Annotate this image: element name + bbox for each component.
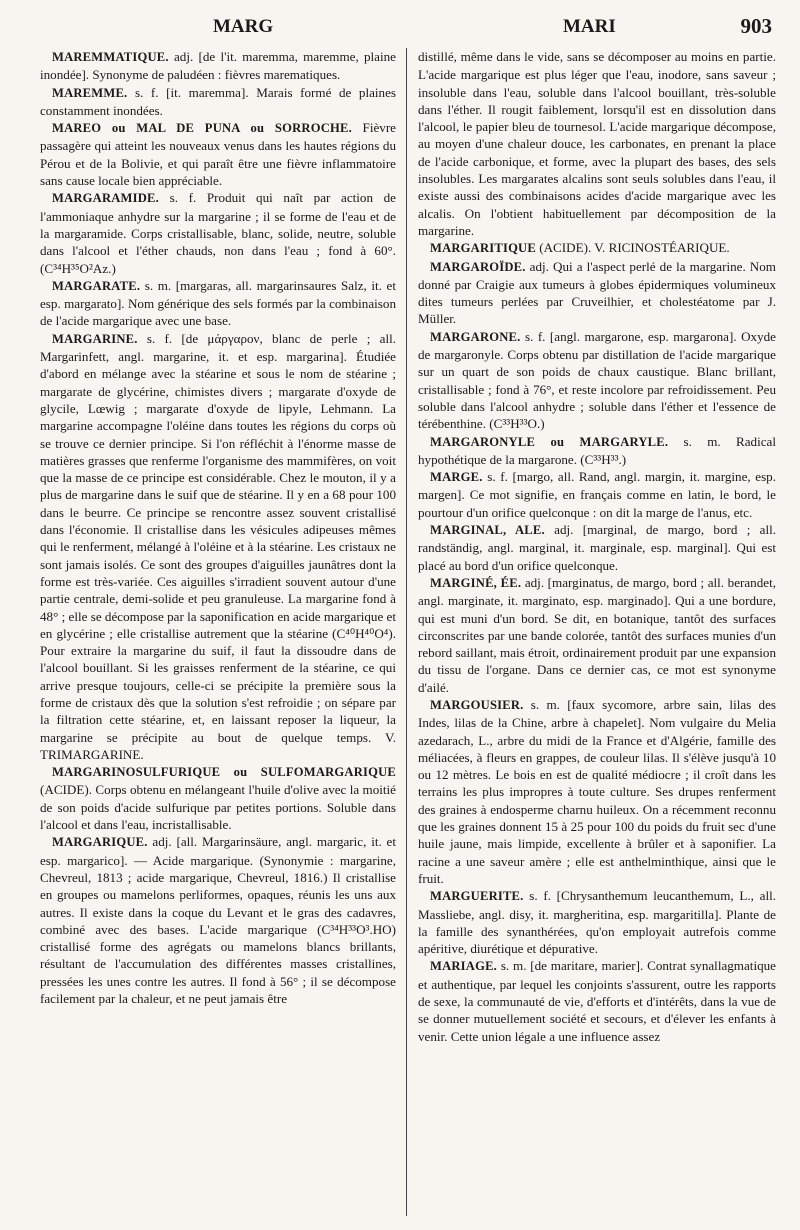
- running-head-left: MARG: [213, 16, 274, 37]
- entry-margine: [418, 574, 776, 696]
- left-column: [40, 48, 396, 1007]
- column-divider: [406, 48, 407, 1216]
- entry-body: s. f. Produit qui naît par action de l'ammoniaque anhydre sur la margarine ; il se forme de l'eau et de la margaramide. Corps cristallisable, blanc, solide, neutre, soluble dans l'alcool et l'éther chauds, non dans l'eau ; fond à 60°.(C³⁴H³⁵O²Az.): [40, 190, 396, 276]
- entry-body: s. f. [de μάργαρον, blanc de perle ; all. Margarinfett, angl. margarine, it. et esp. margarina]. Étudiée d'abord en mélange avec la stéarine et sous le nom de stéarine ; margarate de glycérine, chimistes divers ; margarate d'oxyde de glycile, Lœwig ; margarate d'oxyde de lipyle, Lehmann. La margarine accompagne l'oléine dans toutes les régions du corps où se trouve ce dernier principe. Si l'on réfléchit à l'énorme masse de matières grasses que renferme l'organisme des mammifères, on voit que la masse de ce principe est considérable. Chez le mouton, il y a plus de margarine dans le suif que de stéarine. Il y en a 68 pour 100 dans le beurre. Ce principe se rencontre assez souvent cristallisé dans l'économie. Il cristallise dans les vésicules adipeuses mêmes qui le renferment, mélangé à l'oléine et à la stéarine. Les cristaux ne sont jamais isolés. Ce sont des groupes d'aiguilles jaunâtres dont la forme est très-variée. Ces aiguilles s'irradient souvent autour d'une partie centrale, demi-solide et peu granuleuse. La margarine fond à 48° ; elle se décompose par la saponification en acide margarique et en glycérine ; elle cristallise autrement que la stéarine (C⁴⁰H⁴⁰O⁴). Pour extraire la margarine du suif, il faut la dissoudre dans de l'alcool bouillant. Si les graisses renferment de la stéarine, ce qui arrive presque toujours, celle-ci se précipite la première sous la forme de cristaux dès que la solution s'est refroidie ; on sépare par la filtration cette stéarine, et, en laissant reposer la liqueur, la margarine se précipite au bout de quelque temps. V. TRIMARGARINE.: [40, 330, 396, 762]
- entry-headword: MAREMMATIQUE.: [52, 50, 169, 64]
- entry-headword: MARGARONYLE ou MARGARYLE.: [430, 434, 669, 449]
- entry-body: s. m. Radical hypothétique de la margarone. (C³³H³³.): [418, 433, 777, 467]
- entry-body: s. m. [de maritare, marier]. Contrat synallagmatique et authentique, par lequel les conjoints s'assurent, outre les rapports de sexe, la communauté de vie, d'efforts et d'intérêts, dans la vue de se donner mutuellement société et secours, et d'élever les enfants à venir. Cette union légale a une influence assez: [418, 958, 776, 1044]
- running-head: [38, 12, 772, 42]
- entry-headword: MARGARINOSULFURIQUE ou SULFOMARGARIQUE: [52, 765, 396, 780]
- running-head-center: MARI: [563, 16, 616, 37]
- entry-body: adj. Qui a l'aspect perlé de la margarine. Nom donné par Craigie aux tumeurs à globes épidermiques volumineux dites tumeurs perlées par Cruveilhier, et cholestéatome par J. Müller.: [418, 258, 776, 327]
- entry-body: s. f. [it. maremma]. Marais formé de plaines constamment inondées.: [40, 84, 396, 118]
- entry-margaronyle: [418, 433, 776, 469]
- entry-headword: MARGOUSIER.: [430, 697, 524, 712]
- entry-margarique: [40, 833, 396, 1007]
- entry-headword: MARGARONE.: [430, 329, 521, 344]
- entry-body: (ACIDE). V. RICINOSTÉARIQUE.: [535, 240, 730, 256]
- entry-mareo: [40, 119, 396, 189]
- entry-headword: MARGARAMIDE.: [52, 191, 159, 206]
- right-column: [418, 48, 776, 1045]
- entry-margarate: [40, 277, 396, 330]
- entry-body: adj. [marginatus, de margo, bord ; all. berandet, angl. marginate, it. marginato, esp. marginado]. Qui a une bordure, qui est muni d'un bord. Se dit, en botanique, tantôt des surfaces circonscrites par une bande colorée, tantôt des surfaces munies d'un rebord saillant, mais étroit, ordinairement produit par une expansion du tissu de l'organe. Dans ce dernier cas, ce mot est synonyme d'ailé.: [418, 574, 776, 695]
- entry-headword: MARIAGE.: [430, 959, 498, 974]
- entry-body: s. f. [margo, all. Rand, angl. margin, it. margine, esp. margen]. Ce mot signifie, en français comme en latin, le bord, le pourtour d'un orifice quelconque : on dit la marge de l'anus, etc.: [418, 469, 776, 520]
- entry-headword: MAREO ou MAL DE PUNA ou SORROCHE.: [52, 121, 352, 136]
- entry-body: (ACIDE). Corps obtenu en mélangeant l'huile d'olive avec la moitié de son poids d'acide sulfurique par petites portions. Soluble dans l'alcool et dans l'eau, incristallisable.: [40, 782, 396, 833]
- entry-margarinosulfurique: [40, 763, 396, 833]
- entry-body: adj. [all. Margarinsäure, angl. margaric, it. et esp. margarico]. — Acide margarique. (Synonymie : margarine, Chevreul, 1813 ; acide margarique, Chevreul, 1816.) Il cristallise en groupes ou mamelons perliformes, opaques, réunis les uns aux autres. Il existe dans la coque du Levant et le gras des cadavres, combiné avec des bases. L'acide margarique (C³⁴H³³O³.HO) cristallisé forme des agrégats ou mamelons blancs brillants, résultant de l'accumulation des différentes masses cristallines, pressées les unes contre les autres. Il fond à 56° ; il se décompose facilement par la chaleur, et ne peut jamais être: [40, 834, 396, 1007]
- entry-margaramide: [40, 189, 396, 276]
- entry-headword: MARGINAL, ALE.: [430, 523, 545, 538]
- entry-margarique-continued: [418, 48, 776, 239]
- entry-headword: MARGUERITE.: [430, 889, 524, 904]
- entry-headword: MARGAROÏDE.: [430, 259, 526, 274]
- entry-margaritique: [418, 239, 776, 257]
- entry-body: adj. [de l'it. maremma, maremme, plaine inondée]. Synonyme de paludéen : fièvres marematiques.: [40, 49, 396, 83]
- entry-headword: MARGARATE.: [52, 278, 141, 293]
- entry-margousier: [418, 696, 776, 887]
- entry-headword: MAREMME.: [52, 85, 128, 100]
- entry-margarine: [40, 330, 396, 763]
- entry-headword: MARGE.: [430, 470, 483, 485]
- entry-body: s. m. [faux sycomore, arbre sain, lilas des Indes, lilas de la Chine, arbre à chapelet]. Nom vulgaire du Melia azedarach, L., arbre du midi de la France et d'Algérie, famille des méliacées, à fleurs en grappes, de couleur lilas. Il s'élève jusqu'à 10 ou 12 mètres. Le bois en est de qualité médiocre ; il croît dans les terrains les plus impropres à toute culture. Ses drupes renferment des graines à endosperme charnu huileux. On a récemment reconnu que les graines donnent 15 à 25 pour 100 du poids du fruit sec d'une huile jaune, mais limpide, excellente à brûler et à saponifier. La racine a une saveur amère ; elle est anthelminthique, ainsi que le fruit.: [418, 696, 776, 886]
- entry-body: s. m. [margaras, all. margarinsaures Salz, it. et esp. margarato]. Nom générique des sels formés par la combinaison de l'acide margarique avec une base.: [40, 277, 396, 329]
- entry-headword: MARGARITIQUE: [430, 241, 536, 256]
- entry-body: s. f. [Chrysanthemum leucanthemum, L., all. Massliebe, angl. disy, it. margheritina, esp. margaritilla]. Plante de la famille des synanthérées, qu'on employait autrefois comme apéritive, diurétique et dépurative.: [418, 888, 776, 957]
- entry-body: Fièvre passagère qui atteint les nouveaux venus dans les hautes régions du Pérou et de la Bolivie, et qui paraît être une fièvre inflammatoire sans cause locale bien appréciable.: [40, 120, 396, 189]
- entry-maremmatique: [40, 48, 396, 84]
- entry-body: distillé, même dans le vide, sans se décomposer au moins en partie. L'acide margarique est plus léger que l'eau, inodore, sans saveur ; insoluble dans l'eau, soluble dans l'alcool bouillant, très-soluble dans l'éther. Il rougit faiblement, lorsqu'il est en dissolution dans l'alcool, le papier bleu de tournesol. L'acide margarique décompose, au moyen d'une chaleur douce, les carbonates, en prenant la place de l'acide carbonique, et forme, avec la plupart des bases, des sels insolubles. Les margarates alcalins sont seuls solubles dans l'eau, il existe aussi des combinaisons acides d'acide margarique avec les alcalis. On l'obtient habituellement par décomposition de la margarine.: [418, 49, 776, 238]
- entry-margarone: [418, 328, 776, 433]
- entry-headword: MARGARINE.: [52, 331, 138, 346]
- entry-body: s. f. [angl. margarone, esp. margarona]. Oxyde de margaronyle. Corps obtenu par distillation de l'acide margarique sur un quart de son poids de chaux caustique. Blanc brillant, cristallisable ; fond à 76°, et reste incolore par refroidissement. Peu soluble dans l'alcool anhydre ; soluble dans l'éther et l'essence de térébenthine. (C³³H³³O.): [418, 328, 776, 432]
- entry-headword: MARGARIQUE.: [52, 835, 148, 850]
- entry-marguerite: [418, 887, 776, 957]
- entry-mariage: [418, 957, 776, 1044]
- entry-marge: [418, 468, 776, 521]
- page-number: 903: [740, 14, 772, 38]
- entry-body: adj. [marginal, de margo, bord ; all. randständig, angl. marginal, it. marginale, esp. marginal]. Qui est placé au bord d'un orifice quelconque.: [418, 522, 776, 573]
- entry-marginal: [418, 521, 776, 574]
- entry-maremme: [40, 84, 396, 120]
- entry-margaroide: [418, 258, 776, 328]
- entry-headword: MARGINÉ, ÉE.: [430, 575, 522, 590]
